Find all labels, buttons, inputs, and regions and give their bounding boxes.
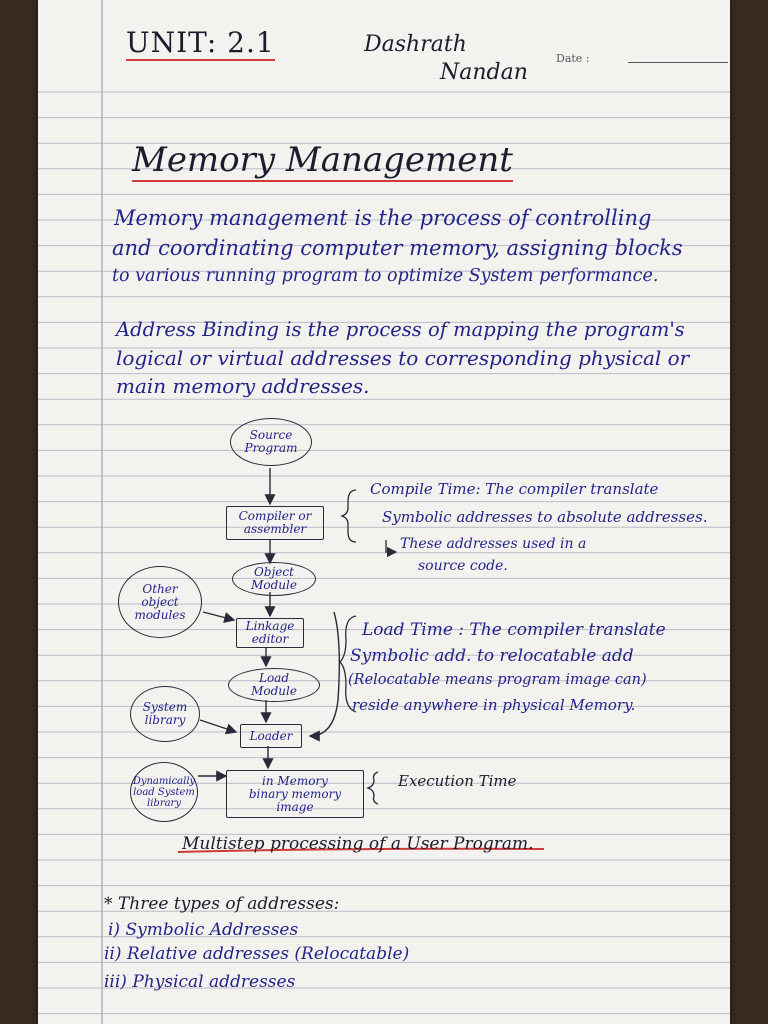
system-library-node: System library [130,686,200,742]
compile-time-line-3: These addresses used in a [400,536,587,552]
load-module-node: Load Module [228,668,320,702]
address-binding-line-3: main memory addresses. [116,374,370,398]
author-first-name: Dashrath [364,32,467,57]
linkage-editor-node: Linkage editor [236,618,304,648]
compile-time-line-2: Symbolic addresses to absolute addresses. [382,508,708,526]
load-time-line-3: (Relocatable means program image can) [348,672,647,688]
page-title: Memory Management [132,140,513,180]
memory-mgmt-line-2: and coordinating computer memory, assigning blocks [112,236,683,260]
load-time-line-1: Load Time : The compiler translate [362,620,666,640]
memory-image-node: in Memory binary memory image [226,770,364,818]
compiler-assembler-node: Compiler or assembler [226,506,324,540]
address-binding-line-1: Address Binding is the process of mapping the program's [116,318,685,341]
address-type-3: iii) Physical addresses [104,972,296,992]
address-type-2: ii) Relative addresses (Relocatable) [104,944,410,964]
load-time-line-4: reside anywhere in physical Memory. [352,696,636,714]
notebook-page [38,0,730,1024]
unit-heading: UNIT: 2.1 [126,26,275,59]
memory-mgmt-line-1: Memory management is the process of controlling [114,206,652,230]
compile-time-line-4: source code. [418,558,508,574]
address-types-heading: * Three types of addresses: [104,894,340,914]
execution-time-label: Execution Time [398,772,517,790]
dynamic-library-node: Dynamically load System library [130,762,198,822]
diagram-caption: Multistep processing of a User Program. [182,834,534,854]
memory-mgmt-line-3: to various running program to optimize System performance. [112,266,659,286]
compile-time-line-1: Compile Time: The compiler translate [370,480,659,498]
load-time-line-2: Symbolic add. to relocatable add [350,646,634,666]
loader-node: Loader [240,724,302,748]
author-last-name: Nandan [440,60,528,85]
source-program-node: Source Program [230,418,312,466]
address-type-1: i) Symbolic Addresses [108,920,299,940]
address-binding-line-2: logical or virtual addresses to corresponding physical or [116,346,690,370]
object-module-node: Object Module [232,562,316,596]
date-label: Date : [556,52,590,65]
other-object-modules-node: Other object modules [118,566,202,638]
